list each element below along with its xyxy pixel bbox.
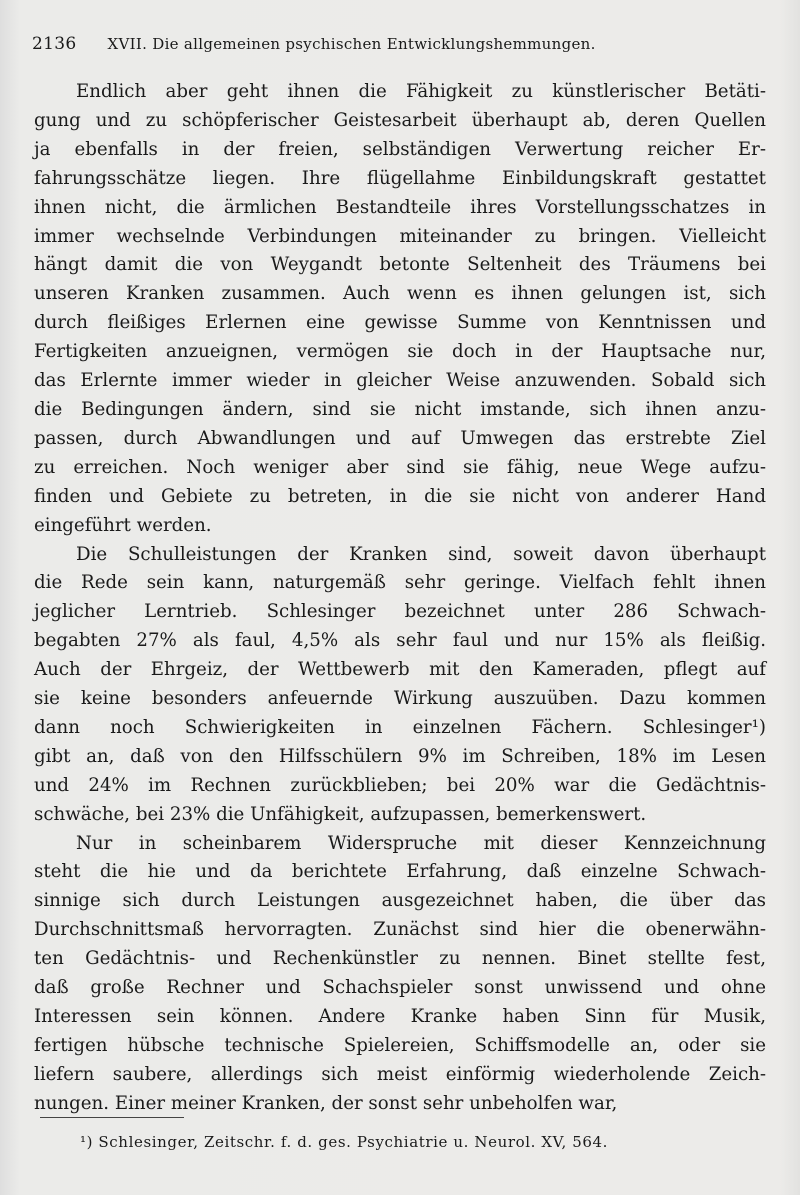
text-line: zu erreichen. Noch weniger aber sind sie fähig, neue Wege aufzu- [34,456,766,478]
text-line: Interessen sein können. Andere Kranke haben Sinn für Musik, [34,1006,766,1027]
text-line: fahrungsschätze liegen. Ihre flügellahme Einbildungskraft gestattet [34,167,766,189]
text-line: Durchschnittsmaß hervorragten. Zunächst sind hier die obenerwähn- [34,919,766,941]
paragraph [34,830,766,1119]
text-line: das Erlernte immer wieder in gleicher Weise anzuwenden. Sobald sich [34,370,766,392]
text-line: dann noch Schwierigkeiten in einzelnen Fächern. Schlesinger¹) [34,716,766,738]
text-line: Auch der Ehrgeiz, der Wettbewerb mit den Kameraden, pflegt auf [34,659,766,681]
text-line: Fertigkeiten anzueignen, vermögen sie doch in der Hauptsache nur, [34,341,766,363]
text-line: die Rede sein kann, naturgemäß sehr geringe. Vielfach fehlt ihnen [34,572,766,594]
running-header [32,34,772,54]
paragraph [34,541,766,830]
text-line: jeglicher Lerntrieb. Schlesinger bezeichnet unter 286 Schwach- [34,601,766,623]
text-line: durch fleißiges Erlernen eine gewisse Summe von Kenntnissen und [34,312,766,334]
text-line: schwäche, bei 23% die Unfähigkeit, aufzupassen, bemerkenswert. [34,803,647,825]
text-line: ten Gedächtnis- und Rechenkünstler zu nennen. Binet stellte fest, [34,948,766,970]
text-line: unseren Kranken zusammen. Auch wenn es ihnen gelungen ist, sich [34,283,766,305]
text-line: sie keine besonders anfeuernde Wirkung auszuüben. Dazu kommen [34,688,766,710]
text-line: ihnen nicht, die ärmlichen Bestandteile ihres Vorstellungsschatzes in [34,196,766,218]
text-line: gung und zu schöpferischer Geistesarbeit überhaupt ab, deren Quellen [34,109,766,131]
text-line: sinnige sich durch Leistungen ausgezeichnet haben, die über das [34,890,766,912]
text-line: ja ebenfalls in der freien, selbständigen Verwertung reicher Er- [34,138,766,160]
text-line: begabten 27% als faul, 4,5% als sehr faul und nur 15% als fleißig. [34,630,766,652]
text-line: hängt damit die von Weygandt betonte Seltenheit des Träumens bei [34,254,766,276]
text-line: passen, durch Abwandlungen und auf Umwegen das erstrebte Ziel [34,427,766,449]
text-line: daß große Rechner und Schachspieler sonst unwissend und ohne [34,977,766,999]
text-line: fertigen hübsche technische Spielereien, Schiffsmodelle an, oder sie [34,1034,766,1056]
text-line: steht die hie und da berichtete Erfahrung, daß einzelne Schwach- [34,861,766,883]
text-line: nungen. Einer meiner Kranken, der sonst sehr unbeholfen war, [34,1092,618,1114]
footnote: ¹) Schlesinger, Zeitschr. f. d. ges. Psychiatrie u. Neurol. XV, 564. [80,1133,609,1151]
text-line: und 24% im Rechnen zurückblieben; bei 20% war die Gedächtnis- [34,774,766,796]
text-line: immer wechselnde Verbindungen miteinander zu bringen. Vielleicht [34,225,766,247]
body-text [34,78,766,1119]
page-number: 2136 [32,34,77,54]
text-line: Endlich aber geht ihnen die Fähigkeit zu künstlerischer Betäti- [76,81,766,102]
chapter-title: XVII. Die allgemeinen psychischen Entwicklungshemmungen. [107,35,596,53]
text-line: die Bedingungen ändern, sind sie nicht imstande, sich ihnen anzu- [34,398,766,420]
text-line: eingeführt werden. [34,514,212,536]
text-line: gibt an, daß von den Hilfsschülern 9% im Schreiben, 18% im Lesen [34,745,766,767]
text-line: Nur in scheinbarem Widerspruche mit dieser Kennzeichnung [76,832,766,854]
text-line: liefern saubere, allerdings sich meist einförmig wiederholende Zeich- [34,1063,766,1085]
footnote-rule [40,1117,184,1118]
text-line: finden und Gebiete zu betreten, in die sie nicht von anderer Hand [34,485,766,507]
text-line: Die Schulleistungen der Kranken sind, soweit davon überhaupt [76,543,766,565]
paragraph [34,78,766,541]
